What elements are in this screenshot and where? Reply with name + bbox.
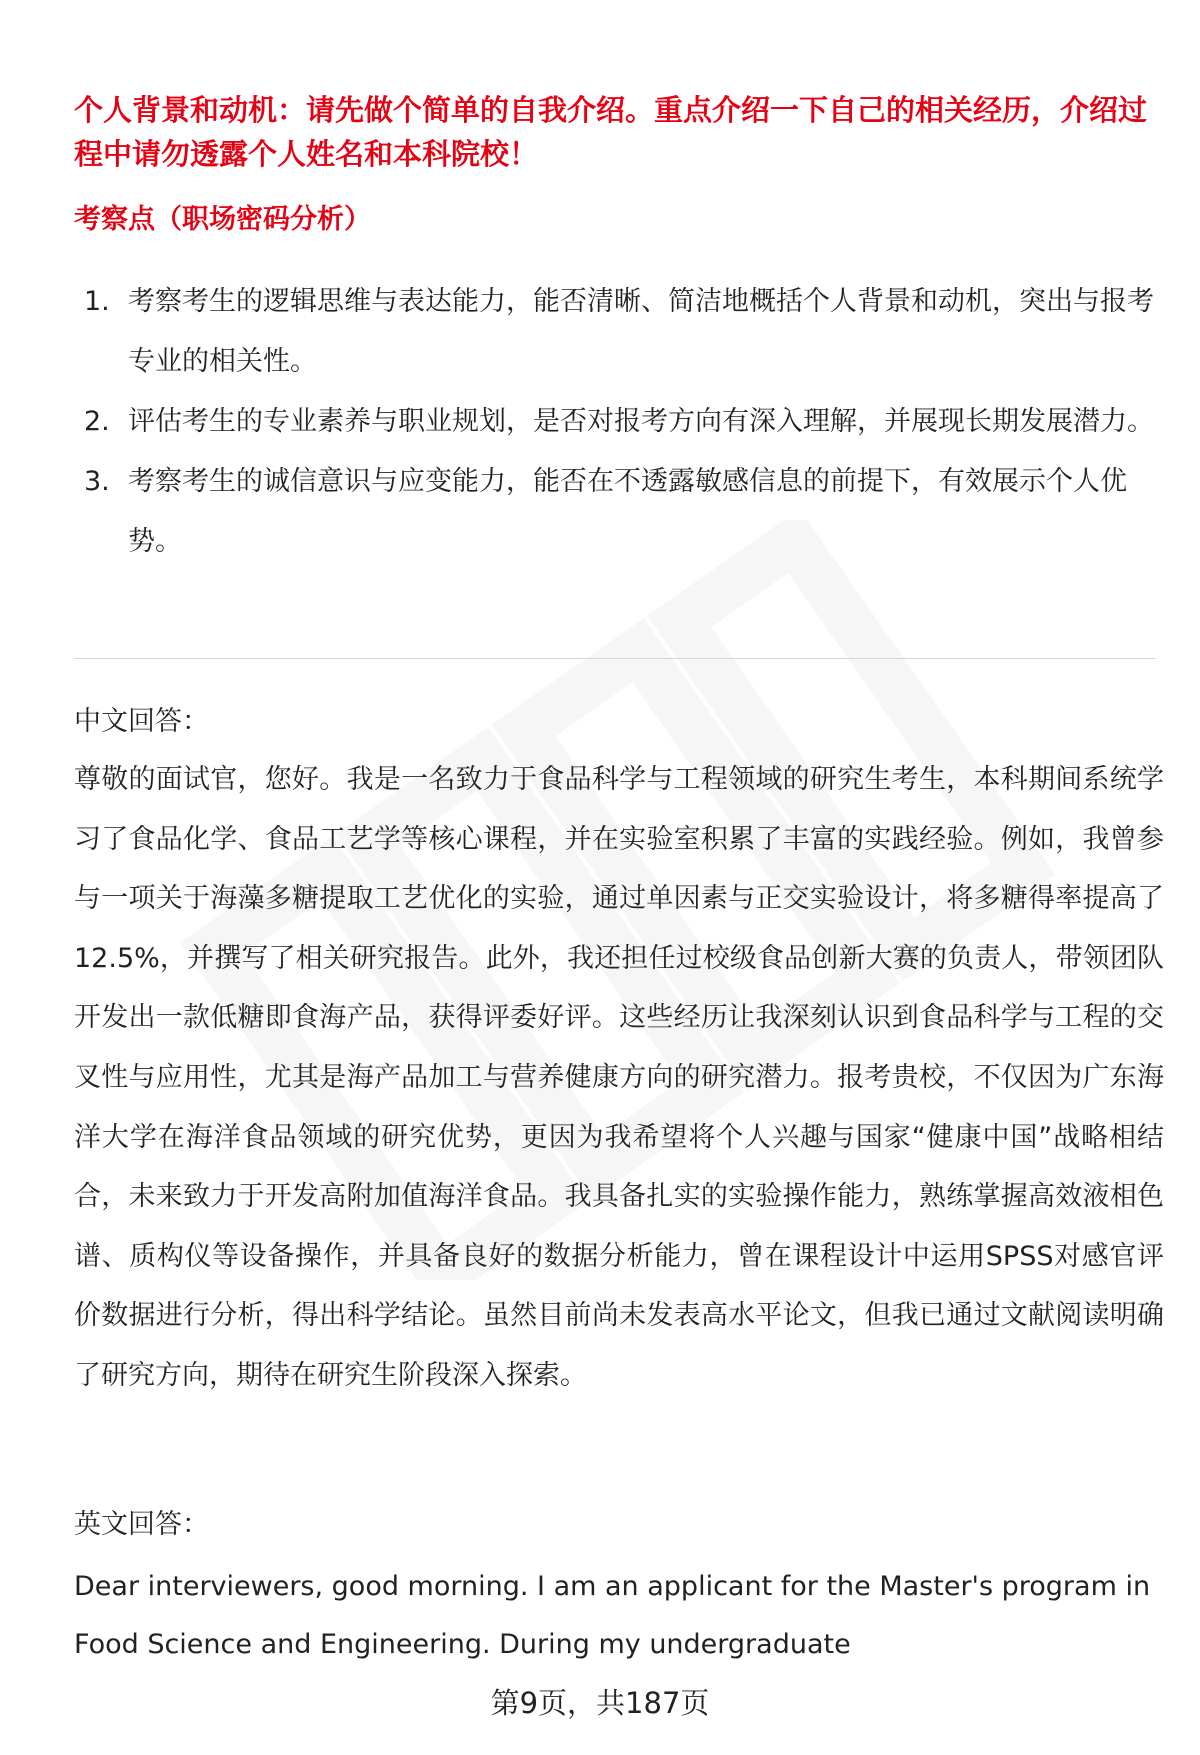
list-item-number: 2. — [84, 406, 110, 437]
list-item — [74, 452, 1159, 572]
section-divider — [74, 658, 1156, 659]
assessment-list — [74, 272, 1159, 572]
list-item-number: 1. — [84, 286, 110, 317]
page-number: 第9页，共187页 — [490, 1686, 710, 1720]
list-item-number: 3. — [84, 466, 110, 497]
english-answer-label: 英文回答： — [74, 1509, 209, 1540]
chinese-answer-text: 尊敬的面试官，您好。我是一名致力于食品科学与工程领域的研究生考生，本科期间系统学习了食品化学、食品工艺学等核心课程，并在实验室积累了丰富的实践经验。例如，我曾参与一项关于海藻多糖提取工艺优化的实验，通过单因素与正交实验设计，将多糖得率提高了12.5%，并撰写了相关研究报告。此外，我还担任过校级食品创新大赛的负责人，带领团队开发出一款低糖即食海产品，获得评委好评。这些经历让我深刻认识到食品科学与工程的交叉性与应用性，尤其是海产品加工与营养健康方向的研究潜力。报考贵校，不仅因为广东海洋大学在海洋食品领域的研究优势，更因为我希望将个人兴趣与国家“健康中国”战略相结合，未来致力于开发高附加值海洋食品。我具备扎实的实验操作能力，熟练掌握高效液相色谱、质构仪等设备操作，并具备良好的数据分析能力，曾在课程设计中运用SPSS对感官评价数据进行分析，得出科学结论。虽然目前尚未发表高水平论文，但我已通过文献阅读明确了研究方向，期待在研究生阶段深入探索。 — [74, 764, 1164, 1391]
assessment-heading: 考察点（职场密码分析） — [74, 204, 371, 235]
list-item — [74, 392, 1159, 452]
list-item-text: 评估考生的专业素养与职业规划，是否对报考方向有深入理解，并展现长期发展潜力。 — [128, 406, 1154, 437]
list-item — [74, 272, 1159, 392]
list-item-text: 考察考生的逻辑思维与表达能力，能否清晰、简洁地概括个人背景和动机，突出与报考专业的相关性。 — [128, 286, 1154, 377]
chinese-answer-label: 中文回答： — [74, 706, 209, 737]
list-item-text: 考察考生的诚信意识与应变能力，能否在不透露敏感信息的前提下，有效展示个人优势。 — [128, 466, 1127, 557]
english-answer-text: Dear interviewers, good morning. I am an applicant for the Master's program in Food Science and Engineering. During my undergraduate — [74, 1571, 1151, 1660]
question-text: 个人背景和动机：请先做个简单的自我介绍。重点介绍一下自己的相关经历，介绍过程中请勿透露个人姓名和本科院校！ — [74, 93, 1148, 171]
